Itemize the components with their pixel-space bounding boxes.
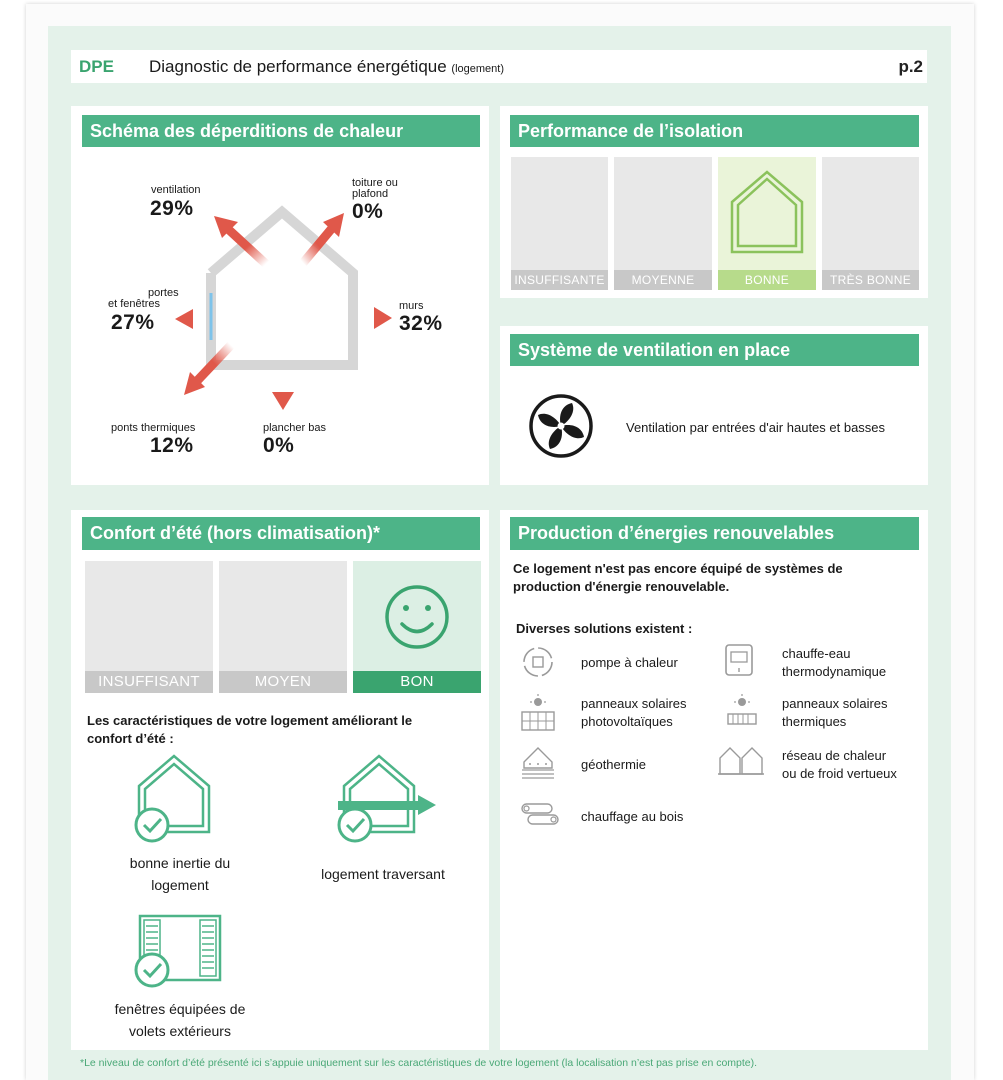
house-icon [718,157,816,270]
ventilation-description: Ventilation par entrées d'air hautes et basses [626,420,886,435]
footnote: *Le niveau de confort d’été présenté ici s’appuie uniquement sur les caractéristiques de votre logement (la localisation n’est pas prise en compte). [80,1057,758,1069]
renewables-status: Ce logement n'est pas encore équipé de systèmes de [513,561,843,576]
comfort-features-intro: Les caractéristiques de votre logement améliorant le [87,713,413,728]
solution-thermo-heater: chauffe-eau [782,646,851,661]
ventilation-title: Système de ventilation en place [510,334,919,366]
insulation-level-label: BONNE [718,270,816,290]
feature-inertia-label: bonne inertie du [129,855,231,871]
solution-heat-network-2: ou de froid vertueux [782,766,897,781]
arrow-floor [272,350,294,410]
solution-wood-heating: chauffage au bois [581,809,684,824]
arrow-walls [335,307,392,329]
loss-percent-walls: 32% [399,312,443,335]
page-number: p.2 [898,56,923,76]
solution-solar-pv-2: photovoltaïques [581,714,673,729]
solution-geothermal: géothermie [581,757,647,772]
insulation-level-label: INSUFFISANTE [511,270,608,290]
heat-network-icon [718,744,766,780]
renewables-title: Production d’énergies renouvelables [510,517,919,550]
solution-thermo-heater-2: thermodynamique [782,664,887,679]
feature-through-flow-label: logement traversant [321,866,445,882]
arrow-ventilation [214,216,266,264]
loss-percent-floor: 0% [263,434,295,457]
loss-percent-roof: 0% [352,200,384,223]
loss-label-thermal-bridges: ponts thermiques [111,422,196,434]
heat-loss-title: Schéma des déperditions de chaleur [82,115,480,147]
through-flow-house-icon [330,752,440,844]
solution-heat-pump: pompe à chaleur [581,655,678,670]
insulation-level-label: MOYENNE [614,270,712,290]
geothermal-icon [520,742,560,782]
page-title-suffix: (logement) [451,62,504,75]
loss-label-doors-2: et fenêtres [108,298,160,310]
wood-logs-icon [518,800,562,830]
insulation-level-very-good [822,157,919,290]
solutions-title: Diverses solutions existent : [516,621,693,636]
comfort-level-label: INSUFFISANT [85,671,213,693]
solar-thermal-icon [722,694,762,730]
thermo-water-heater-icon [720,642,760,678]
comfort-level-label: MOYEN [219,671,347,693]
solar-pv-icon [518,694,558,734]
solution-solar-thermal: panneaux solaires [782,696,888,711]
feature-shutters-label: fenêtres équipées de [114,1001,246,1017]
loss-label-roof-2: plafond [352,188,389,200]
renewables-status-2: production d'énergie renouvelable. [513,579,730,594]
solution-solar-thermal-2: thermiques [782,714,847,729]
comfort-level-label: BON [353,671,481,693]
summer-comfort-title: Confort d’été (hors climatisation)* [82,517,480,550]
loss-label-doors: portes [148,287,179,299]
page-title-text: Diagnostic de performance énergétique [149,56,447,76]
comfort-features-intro-2: confort d’été : [87,731,174,746]
loss-percent-thermal-bridges: 12% [150,434,194,457]
loss-label-roof: toiture ou [352,177,398,189]
inertia-house-icon [125,752,225,844]
insulation-level-good [718,157,816,290]
loss-label-floor: plancher bas [263,422,326,434]
feature-shutters-label-2: volets extérieurs [129,1023,231,1039]
comfort-level-insufficient [85,561,213,693]
loss-label-walls: murs [399,300,424,312]
arrow-doors-windows [175,309,236,329]
loss-percent-doors: 27% [111,311,155,334]
feature-inertia-label-2: logement [151,877,209,893]
dpe-tag: DPE [79,56,114,76]
insulation-title: Performance de l’isolation [510,115,919,147]
heat-pump-icon [518,644,558,680]
comfort-level-average [219,561,347,693]
insulation-level-label: TRÈS BONNE [822,270,919,290]
insulation-level-average [614,157,712,290]
solution-heat-network: réseau de chaleur [782,748,887,763]
comfort-level-good [353,561,481,693]
fan-icon [528,393,594,459]
loss-label-ventilation: ventilation [151,184,201,196]
loss-percent-ventilation: 29% [150,197,194,220]
smiley-icon [353,561,481,671]
shutters-icon [130,912,230,992]
solution-solar-pv: panneaux solaires [581,696,687,711]
insulation-level-insufficient [511,157,608,290]
